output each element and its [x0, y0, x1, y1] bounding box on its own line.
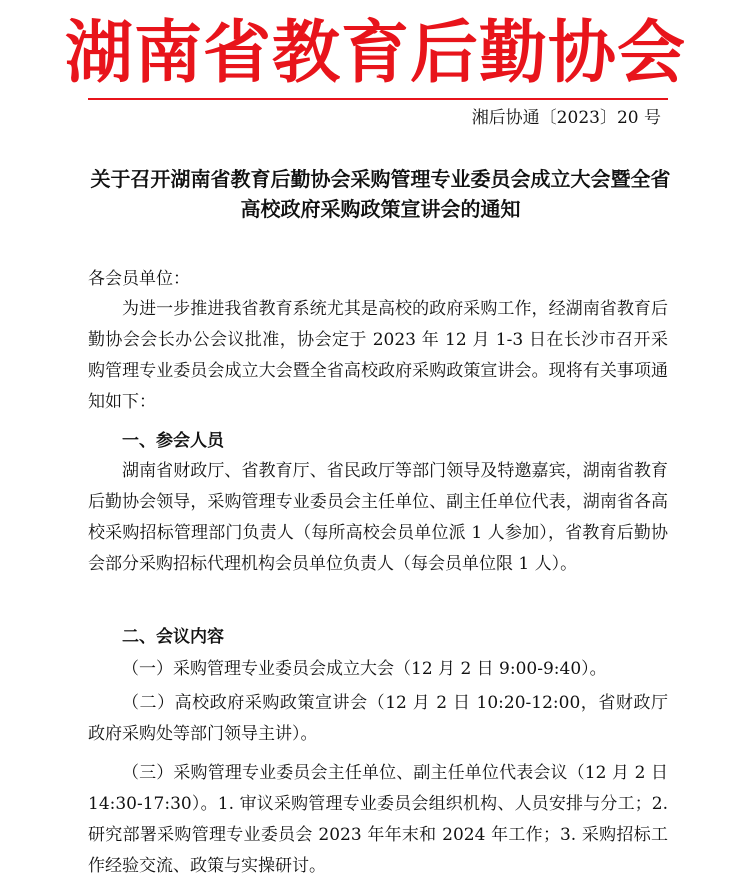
section-heading-attendees: 一、参会人员	[122, 431, 224, 451]
salutation: 各会员单位：	[88, 269, 190, 289]
agenda-item-3: （三）采购管理专业委员会主任单位、副主任单位代表会议（12 月 2 日 14:30-17:30）。1. 审议采购管理专业委员会组织机构、人员安排与分工；2. 研究部署采购管理专业委员会 2023 年年末和 2024 年工作；3. 采购招标工作经验交流、政策与实操研讨。	[88, 763, 668, 876]
intro-paragraph: 为进一步推进我省教育系统尤其是高校的政府采购工作，经湖南省教育后勤协会会长办公会议批准，协会定于 2023 年 12 月 1-3 日在长沙市召开采购管理专业委员会成立大会暨全省高校政府采购政策宣讲会。现将有关事项通知如下：	[88, 299, 668, 412]
letterhead-org-name: 湖南省教育后勤协会	[64, 14, 686, 93]
document-title: 关于召开湖南省教育后勤协会采购管理专业委员会成立大会暨全省高校政府采购政策宣讲会的通知	[90, 167, 671, 221]
attendees-paragraph: 湖南省财政厅、省教育厅、省民政厅等部门领导及特邀嘉宾，湖南省教育后勤协会领导，采购管理专业委员会主任单位、副主任单位代表，湖南省各高校采购招标管理部门负责人（每所高校会员单位派 1 人参加），省教育后勤协会部分采购招标代理机构会员单位负责人（每会员单位限 1 人）。	[88, 461, 668, 574]
document-number: 湘后协通〔2023〕20 号	[471, 108, 661, 128]
agenda-item-1: （一）采购管理专业委员会成立大会（12 月 2 日 9:00-9:40）。	[122, 659, 607, 679]
agenda-item-2: （二）高校政府采购政策宣讲会（12 月 2 日 10:20-12:00，省财政厅政府采购处等部门领导主讲）。	[88, 693, 668, 744]
letterhead-divider	[88, 98, 668, 100]
section-heading-agenda: 二、会议内容	[122, 627, 224, 647]
